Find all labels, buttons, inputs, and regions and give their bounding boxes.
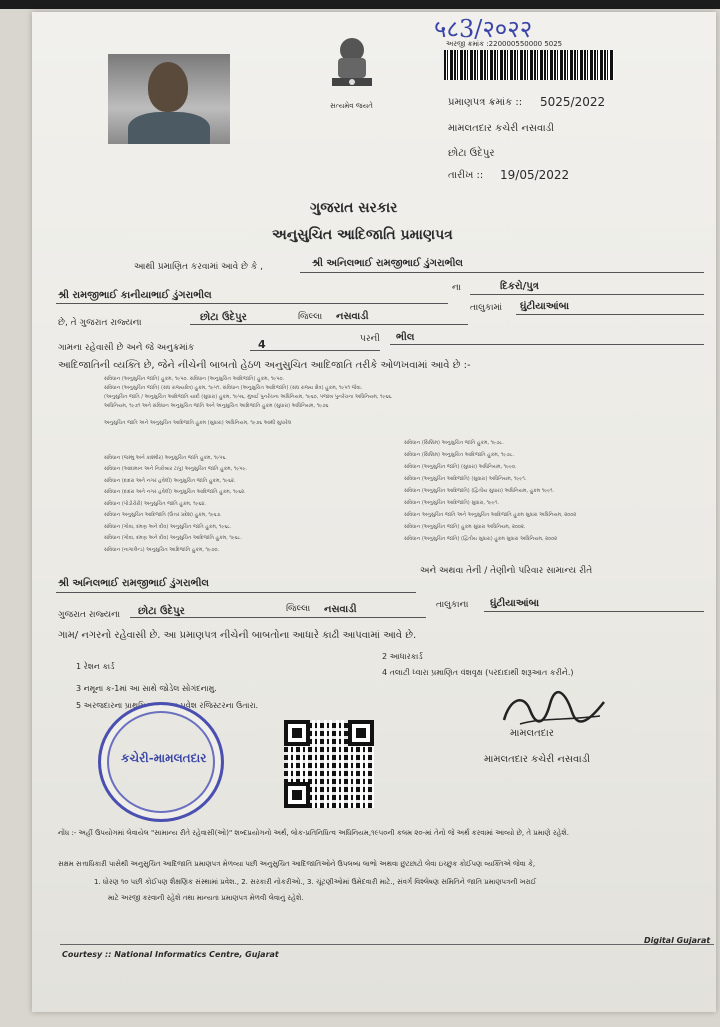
note-text: નોંધ :- અહીં ઉપયોગમાં લેવાયેલ "સામાન્ય રીતે રહેવાસી(ઓ)" શબ્દપ્રયોગનો અર્થ, લોક-પ્રતિનિધિત્વ અધિનિયમ,૧૯૫૦ની કલમ ૨૦-માં તેનો જે અર્થ કરવામાં આવ્યો છે, તે પ્રમાણે રહેશે. xyxy=(58,829,569,837)
family-text: અને અથવા તેની / તેણીનો પરિવાર સામાન્ય રીતે xyxy=(420,566,593,576)
document-2: 2 આધારકાર્ડ xyxy=(382,652,423,661)
cert-no-label: પ્રમાણપત્ર ક્રમાંક :: xyxy=(448,97,523,108)
order-left-8: સંવિધાન (ગોવા, દમણ અને દીવ) અનુસુચિત આદિજાતિ હુકમ, ૧૯૬૮. xyxy=(104,535,242,541)
order-right-1: સંવિધાન (સિક્કિમ) અનુસુચિત જાતિ હુકમ, ૧૯૭૮. xyxy=(404,440,504,446)
order-top-5: અનુસુચિત જાતિ અને અનુસુચિત આદિજાતિ હુકમ (સુધારા) અધિનિયમ, ૧૯૭૬ આથી સુધારેલ xyxy=(104,420,292,426)
order-right-8: સંવિધાન (અનુસુચિત જાતિ) હુકમ સુધારા અધિનિયમ, ૨૦૦૨. xyxy=(404,524,526,530)
applicant-photo xyxy=(108,54,230,144)
top-bar xyxy=(0,0,720,9)
document-1: 1 રેશન કાર્ડ xyxy=(76,662,115,671)
order-left-1: સંવિધાન (જમ્મુ અને કાશ્મીર) અનુસુચિત જાતિ હુકમ, ૧૯૫૬. xyxy=(104,455,227,461)
parent-name: શ્રી રામજીભાઈ કાનીયાભાઈ ડુંગરાભીલ xyxy=(58,290,212,301)
parent-underline xyxy=(56,303,448,304)
order-right-6: સંવિધાન (અનુસુચિત આદિજાતિ) સુધારા, ૧૯૯૧. xyxy=(404,500,499,506)
document-4: 4 તલાટી ધ્વારા પ્રમાણિત વંશવૃક્ષ (પરદાદાથી શરૂઆત કરીને.) xyxy=(382,668,574,677)
taluka-label: તાલુકામાં xyxy=(470,303,503,313)
issuing-place: છોટા ઉદેપુર xyxy=(448,148,495,159)
taluka: ઘુંટીયાઆંબા xyxy=(520,301,570,312)
issuing-office: મામલતદાર કચેરી નસવાડી xyxy=(448,123,554,134)
order-left-5: સંવિધાન (પોંડીચેરી) અનુસુચિત જાતિ હુકમ, ૧૯૬૪. xyxy=(104,501,207,507)
residence-taluka: ઘુંટીયાઆંબા xyxy=(490,598,540,609)
serial-number: 4 xyxy=(258,338,266,351)
serial-label: ગામના રહેવાસી છે અને જે અનુક્રમાંક xyxy=(58,343,195,353)
order-left-3: સંવિધાન (દાદરા અને નગર હવેલી) અનુસુચિત જાતિ હુકમ, ૧૯૬૨. xyxy=(104,478,236,484)
order-left-7: સંવિધાન (ગોવા, દમણ અને દીવ) અનુસુચિત જાતિ હુકમ, ૧૯૬૮. xyxy=(104,524,232,530)
residence-district-place: છોટા ઉદેપુર xyxy=(138,606,185,617)
seal-text: કચેરી-મામલતદાર xyxy=(121,751,207,765)
order-left-2: સંવિધાન (આંદામાન અને નિકોબાર ટાપુ) અનુસુચિત જાતિ હુકમ, ૧૯૫૯. xyxy=(104,466,248,472)
title-certificate: અનુસુચિત આદિજાતિ પ્રમાણપત્ર xyxy=(272,227,453,243)
tribe-label: પરની xyxy=(360,334,380,344)
state-label: છે, તે ગુજરાત રાજ્યના xyxy=(58,318,142,328)
footer-digital-gujarat: Digital Gujarat xyxy=(644,936,711,945)
district-underline xyxy=(190,324,468,325)
order-right-5: સંવિધાન (અનુસુચિત આદિજાતિ) (દ્વિતીય સુધારા) અધિનિયમ, હુકમ ૧૯૯૧. xyxy=(404,488,555,494)
district-label: જિલ્લા xyxy=(298,312,323,322)
order-top-3: (અનુસુચિત જાતિ / અનુસુચિત આદિજાતિ યાદી (સુધારા) હુકમ, ૧૯૫૬, મુંબઈ પુનર્રચના અધિનિયમ, ૧૯૬૦, પંજાબ પુનર્રચના અધિનિયમ, ૧૯૬૬. xyxy=(104,394,393,400)
residence-name-underline xyxy=(56,592,416,593)
order-top-4: અધિનિયમ, ૧૯૭૧ અને સંવિધાન અનુસુચિત જાતિ અને અનુસુચિત આદિજાતિ હુકમ (સુધારા) અધિનિયમ, ૧૯૭૬ xyxy=(104,403,329,409)
order-left-9: સંવિધાન (નાગાલેન્ડ) અનુસુચિત આદિજાતિ હુકમ, ૧૯૭૦. xyxy=(104,547,220,553)
residence-district-label: જિલ્લા xyxy=(286,604,311,614)
order-top-2: સંવિધાન (અનુસુચિત જાતિ) (સંઘ રાજ્યક્ષેત્ર) હુકમ, ૧૯૫૧. સંવિધાન (અનુસુચિત આદિજાતિ) (સંઘ રાજ્ય ક્ષેત્ર) હુકમ, ૧૯૫૧ જેવા. xyxy=(104,385,363,391)
residence-district-underline xyxy=(130,617,426,618)
qr-code xyxy=(284,720,374,808)
document-5: 5 અરજદારના પ્રાથમિક શાળાના પ્રવેશ રજિસ્ટરના ઉતારા. xyxy=(76,701,259,710)
residence-district: નસવાડી xyxy=(324,604,357,615)
relation-underline xyxy=(470,294,704,295)
name-underline xyxy=(300,272,704,273)
na-label: ના xyxy=(452,283,461,293)
taluka-underline xyxy=(516,314,704,315)
recognition-text: આદિજાતિની વ્યક્તિ છે, જેને નીચેની બાબતો હેઠળ અનુસુચિત આદિજાતિ તરીકે ઓળખવામાં આવે છે :- xyxy=(58,360,471,371)
order-left-4: સંવિધાન (દાદરા અને નગર હવેલી) અનુસુચિત આદિજાતિ હુકમ, ૧૯૬૨. xyxy=(104,489,246,495)
order-right-7: સંવિધાન અનુસુચિત જાતિ અને અનુસુચિત આદિજાતિ હુકમ સુધારા અધિનિયમ, ૨૦૦૨ xyxy=(404,512,577,518)
tribe: ભીલ xyxy=(396,332,415,343)
authority-points: 1. ધોરણ ૧૦ પછી કોઈપણ શૈક્ષણિક સંસ્થામાં પ્રવેશ., 2. સરકારી નોકરીઓ., 3. ચૂંટણીઓમાં ઉમેદવારી માટે., સંવર્ગ વિશ્લેષણ સમિતિને જાતિ પ્રમાણપત્રની ખરાઈ xyxy=(94,878,537,886)
footer-courtesy: Courtesy :: National Informatics Centre, Gujarat xyxy=(62,950,279,959)
document-3: 3 નમૂના ક-1માં આ સાથે જોડેલ સોગંદનામુ. xyxy=(76,684,217,693)
residence-state-label: ગુજરાત રાજ્યના xyxy=(58,610,121,620)
emblem-motto: સત્યમેવ જયતે xyxy=(330,102,373,110)
applicant-name: શ્રી અનિલભાઈ રામજીભાઈ ડુંગરાભીલ xyxy=(312,258,463,269)
date-label: તારીખ :: xyxy=(448,170,484,181)
residence-taluka-underline xyxy=(484,611,704,612)
tribe-underline xyxy=(390,344,704,345)
district: નસવાડી xyxy=(336,311,369,322)
district-place: છોટા ઉદેપુર xyxy=(200,312,247,323)
issue-date: 19/05/2022 xyxy=(500,168,570,182)
order-right-2: સંવિધાન (સિક્કિમ) અનુસુચિત આદિજાતિ હુકમ, ૧૯૭૮. xyxy=(404,452,515,458)
relation: દિકરો/પુત્ર xyxy=(500,281,539,292)
order-right-3: સંવિધાન (અનુસુચિત જાતિ) (સુધારા) અધિનિયમ, ૧૯૯૦. xyxy=(404,464,517,470)
cert-no: 5025/2022 xyxy=(540,95,606,109)
handwritten-number: ५८3/२०२२ xyxy=(434,15,533,43)
order-left-6: સંવિધાન અનુસુચિત આદિજાતિ (ઉત્તર પ્રદેશ) હુકમ, ૧૯૬૭. xyxy=(104,512,222,518)
authority-text: સક્ષમ સત્તાધિકારી પાસેથી અનુસુચિત આદિજાતિ પ્રમાણપત્ર મેળવ્યા પછી અનુસુચિત આદિજાતિઓને ઉપલબ્ધ લાભો અથવા છુટછાટો લેવા ઇચ્છુક કોઈપણ વ્યક્તિએ જેવા કે, xyxy=(58,860,536,868)
order-right-4: સંવિધાન (અનુસુચિત આદિજાતિ) (સુધારા) અધિનિયમ, ૧૯૯૧. xyxy=(404,476,527,482)
footer-divider xyxy=(60,944,714,945)
title-government: ગુજરાત સરકાર xyxy=(310,200,398,216)
barcode-number: અરજી ક્રમાંક :220000550000 5025 xyxy=(446,40,563,48)
residence-name: શ્રી અનિલભાઈ રામજીભાઈ ડુંગરાભીલ xyxy=(58,578,209,589)
signatory-designation: મામલતદાર xyxy=(510,728,554,739)
basis-text: ગામ/ નગરનો રહેવાસી છે. આ પ્રમાણપત્ર નીચેની બાબતોના આધારે કાઢી આપવામાં આવે છે. xyxy=(58,630,417,641)
order-right-9: સંવિધાન (અનુસુચિત જાતિ) (દ્વિતીય સુધારા) હુકમ સુધારા અધિનિયમ, ૨૦૦૨ xyxy=(404,536,558,542)
residence-taluka-label: તાલુકાના xyxy=(436,600,469,610)
certify-label: આથી પ્રમાણિત કરવામાં આવે છે કે , xyxy=(134,262,263,272)
office-seal xyxy=(98,702,224,822)
barcode xyxy=(444,50,614,80)
signatory-office: મામલતદાર કચેરી નસવાડી xyxy=(484,754,590,765)
serial-underline xyxy=(250,350,380,351)
order-top-1: સંવિધાન (અનુસુચિત જાતિ) હુકમ, ૧૯૫૦. સંવિધાન (અનુસુચિત આદિજાતિ) હુકમ, ૧૯૫૦. xyxy=(104,376,285,382)
authority-points-2: માટે અરજી કરવાની રહેશે તથા માન્યતા પ્રમાણપત્ર મેળવી લેવાનું રહેશે. xyxy=(108,894,304,902)
national-emblem-icon xyxy=(322,34,382,100)
